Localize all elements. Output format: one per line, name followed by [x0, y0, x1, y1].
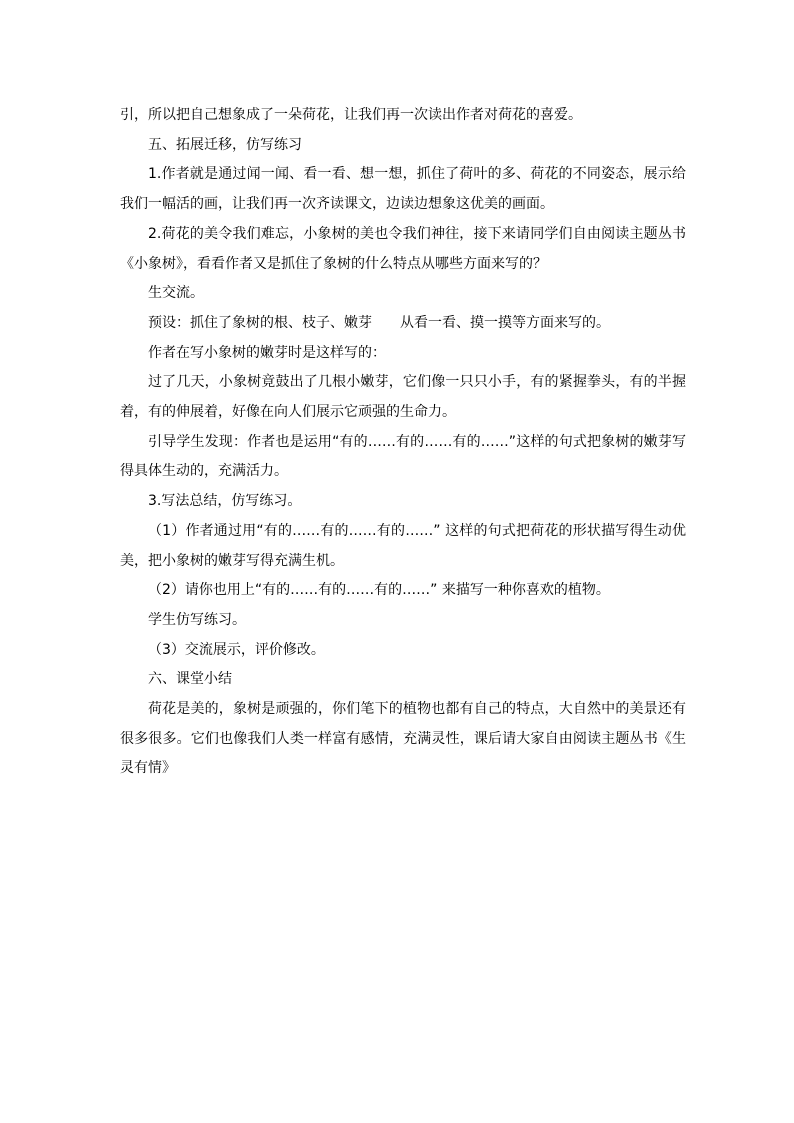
paragraph-sub-2: （2）请你也用上“有的……有的……有的……” 来描写一种你喜欢的植物。 — [148, 582, 610, 599]
paragraph-point-1: 1.作者就是通过闻一闻、看一看、想一想，抓住了荷叶的多、荷花的不同姿态，展示给我们一幅活的画，让我们再一次齐读课文，边读边想象这优美的画面。 — [120, 166, 686, 213]
paragraph-sub-1: （1）作者通过用“有的……有的……有的……” 这样的句式把荷花的形状描写得生动优美，把小象树的嫩芽写得充满生机。 — [120, 522, 686, 569]
section-heading-summary: 六、课堂小结 — [148, 671, 232, 688]
paragraph-continuation: 引，所以把自己想象成了一朵荷花，让我们再一次读出作者对荷花的喜爱。 — [120, 107, 582, 123]
paragraph-student-practice: 学生仿写练习。 — [148, 611, 246, 628]
paragraph-sub-3: （3）交流展示，评价修改。 — [148, 641, 325, 658]
paragraph-preset-answer: 预设：抓住了象树的根、枝子、嫩芽 从看一看、摸一摸等方面来写的。 — [148, 314, 610, 331]
paragraph-guidance: 引导学生发现：作者也是运用“有的……有的……有的……”这样的句式把象树的嫩芽写得具体生动的，充满活力。 — [120, 433, 686, 480]
paragraph-student-discussion: 生交流。 — [148, 285, 204, 302]
document-body — [120, 101, 686, 784]
paragraph-point-3: 3.写法总结，仿写练习。 — [148, 493, 302, 510]
paragraph-point-2: 2.荷花的美令我们难忘，小象树的美也令我们神往，接下来请同学们自由阅读主题丛书《小象树》，看看作者又是抓住了象树的什么特点从哪些方面来写的？ — [120, 225, 686, 272]
paragraph-author-intro: 作者在写小象树的嫩芽时是这样写的： — [148, 344, 386, 361]
paragraph-summary: 荷花是美的，象树是顽强的，你们笔下的植物也都有自己的特点，大自然中的美景还有很多很多。它们也像我们人类一样富有感情，充满灵性，课后请大家自由阅读主题丛书《生灵有情》 — [120, 701, 686, 777]
paragraph-quote: 过了几天，小象树竟鼓出了几根小嫩芽，它们像一只只小手，有的紧握拳头，有的半握着，有的伸展着，好像在向人们展示它顽强的生命力。 — [120, 374, 686, 421]
section-heading-extension: 五、拓展迁移，仿写练习 — [148, 136, 302, 153]
